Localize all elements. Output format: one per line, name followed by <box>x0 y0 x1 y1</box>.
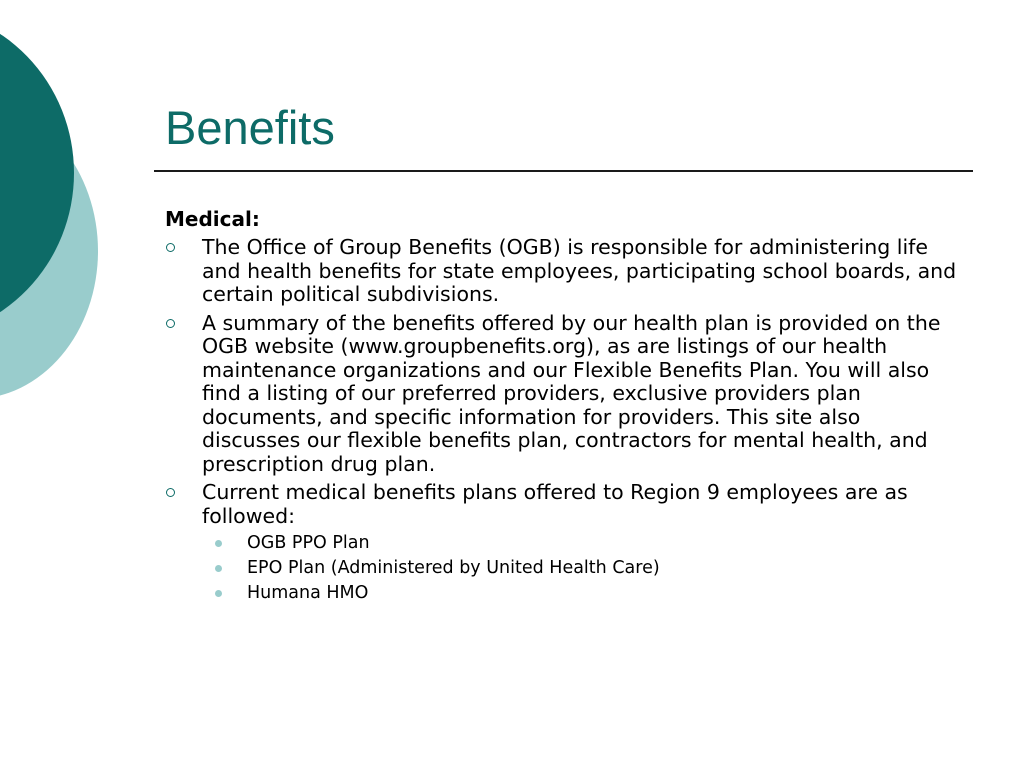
sub-bullet-text: Humana HMO <box>247 583 369 603</box>
section-heading: Medical: <box>165 207 260 231</box>
bullet-item <box>165 312 965 477</box>
filled-dot-bullet-icon <box>215 590 222 597</box>
hollow-circle-bullet-icon <box>166 319 175 328</box>
title-divider <box>154 170 973 172</box>
bullet-text: A summary of the benefits offered by our health plan is provided on the OGB website (www.groupbenefits.org), as are listings of our health maintenance organizations and our Flexible Benefits Plan. You will also find a listing of our preferred providers, exclusive providers plan documents, and specific information for providers. This site also discusses our flexible benefits plan, contractors for mental health, and prescription drug plan. <box>202 310 941 476</box>
sub-bullet-list <box>202 532 965 604</box>
sub-bullet-item <box>202 532 965 554</box>
bullet-item <box>165 236 965 307</box>
sub-bullet-item <box>202 557 965 579</box>
bullet-text: The Office of Group Benefits (OGB) is responsible for administering life and health benefits for state employees, participating school boards, and certain political subdivisions. <box>202 235 957 306</box>
bullet-list <box>165 236 965 604</box>
sub-bullet-text: OGB PPO Plan <box>247 533 370 553</box>
filled-dot-bullet-icon <box>215 540 222 547</box>
bullet-text: Current medical benefits plans offered to Region 9 employees are as followed: <box>202 480 908 528</box>
sub-bullet-text: EPO Plan (Administered by United Health Care) <box>247 558 660 578</box>
filled-dot-bullet-icon <box>215 565 222 572</box>
bullet-item <box>165 481 965 604</box>
hollow-circle-bullet-icon <box>166 243 175 252</box>
sub-bullet-item <box>202 582 965 604</box>
slide-content <box>165 206 965 609</box>
hollow-circle-bullet-icon <box>166 488 175 497</box>
slide-title: Benefits <box>165 101 335 154</box>
